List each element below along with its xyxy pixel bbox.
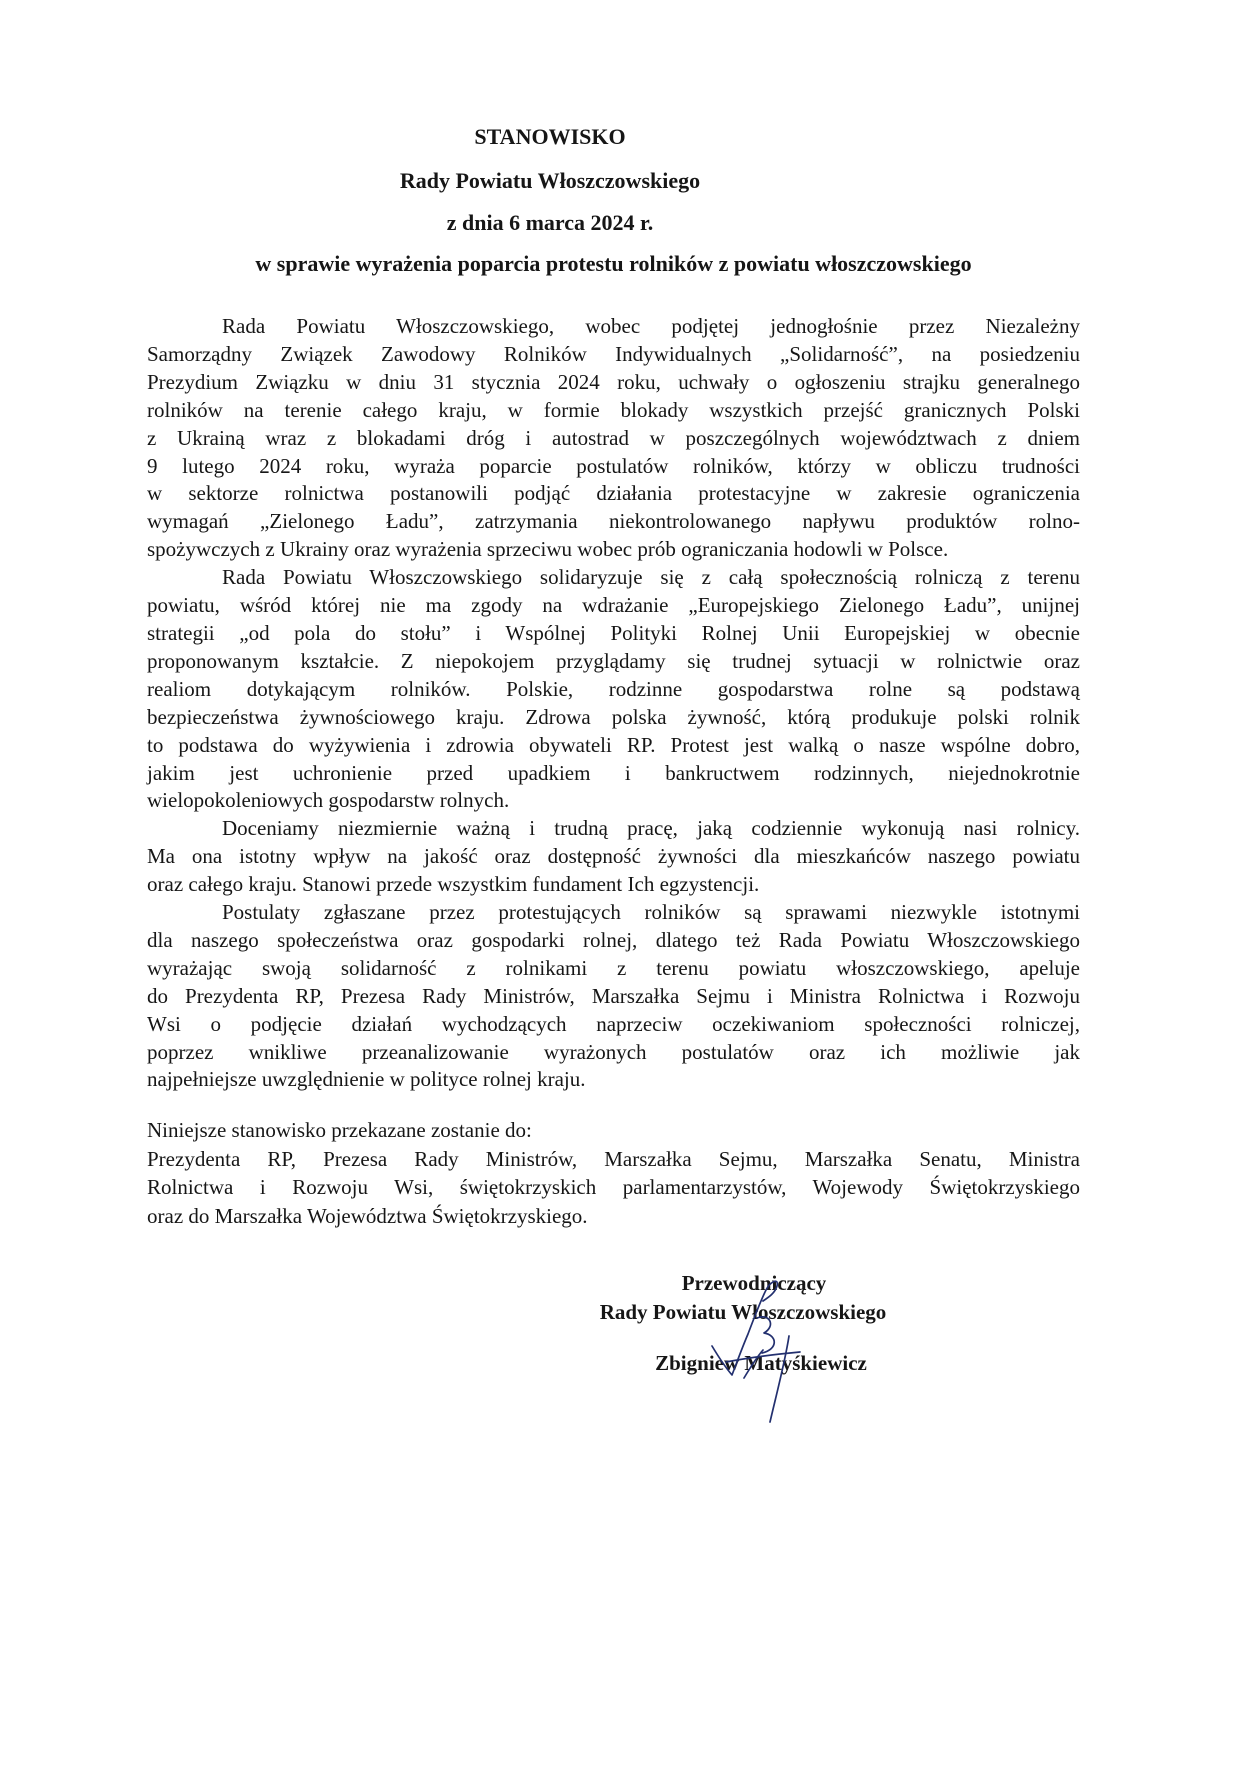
paragraph-line: wymagań „Zielonego Ładu”, zatrzymania niekontrolowanego napływu produktów rolno- [147,509,1080,534]
paragraph-line: strategii „od pola do stołu” i Wspólnej Polityki Rolnej Unii Europejskiej w obecnie [147,620,1080,645]
signature-role: Przewodniczący [681,1271,827,1295]
paragraph-line: Ma ona istotny wpływ na jakość oraz dostępność żywności dla mieszkańców naszego powiatu [147,844,1080,869]
paragraph-line: 9 lutego 2024 roku, wyraża poparcie postulatów rolników, którzy w obliczu trudności [147,453,1080,478]
paragraph-1 [147,313,1080,564]
distribution-line: Prezydenta RP, Prezesa Rady Ministrów, Marszałka Sejmu, Marszałka Senatu, Ministra [147,1146,1080,1171]
issuing-council: Rady Powiatu Włoszczowskiego [399,168,701,193]
paragraph-line: Wsi o podjęcie działań wychodzących naprzeciw oczekiwaniom społeczności rolniczej, [147,1011,1080,1036]
document-title: STANOWISKO [474,124,626,149]
paragraph-line: spożywczych z Ukrainy oraz wyrażenia sprzeciwu wobec prób ograniczania hodowli w Polsce. [147,537,949,562]
paragraph-line: bezpieczeństwa żywnościowego kraju. Zdrowa polska żywność, którą produkuje polski rolnik [147,704,1080,729]
paragraph-line: Doceniamy niezmiernie ważną i trudną pracę, jaką codziennie wykonują nasi rolnicy. [222,816,1080,841]
paragraph-line: Rada Powiatu Włoszczowskiego, wobec podjętej jednogłośnie przez Niezależny [222,314,1080,338]
document-date: z dnia 6 marca 2024 r. [446,210,654,235]
paragraph-line: najpełniejsze uwzględnienie w polityce rolnej kraju. [147,1067,586,1092]
paragraph-3 [147,815,1080,899]
paragraph-line: oraz całego kraju. Stanowi przede wszystkim fundament Ich egzystencji. [147,872,760,897]
paragraph-line: Rada Powiatu Włoszczowskiego solidaryzuje się z całą społecznością rolniczą z terenu [222,565,1080,590]
paragraph-line: to podstawa do wyżywienia i zdrowia obywateli RP. Protest jest walką o nasze wspólne dobro, [147,732,1080,757]
paragraph-line: poprzez wnikliwe przeanalizowanie wyrażonych postulatów oraz ich możliwie jak [147,1039,1080,1064]
paragraph-line: powiatu, wśród której nie ma zgody na wdrażanie „Europejskiego Zielonego Ładu”, unijnej [147,593,1080,618]
paragraph-4 [147,899,1080,1094]
paragraph-line: z Ukrainą wraz z blokadami dróg i autostrad w poszczególnych województwach z dniem [147,425,1080,450]
paragraph-line: wielopokoleniowych gospodarstw rolnych. [147,788,510,813]
paragraph-line: Postulaty zgłaszane przez protestujących rolników są sprawami niezwykle istotnymi [222,900,1080,925]
paragraph-line: Prezydium Związku w dniu 31 stycznia 2024 roku, uchwały o ogłoszeniu strajku generalnego [147,369,1080,394]
paragraph-line: w sektorze rolnictwa postanowili podjąć działania protestacyjne w zakresie ograniczenia [147,481,1080,506]
distribution-list [147,1116,1080,1230]
paragraph-line: do Prezydenta RP, Prezesa Rady Ministrów, Marszałka Sejmu i Ministra Rolnictwa i Rozwoju [147,983,1080,1008]
document-subject: w sprawie wyrażenia poparcia protestu rolników z powiatu włoszczowskiego [255,251,972,276]
signature-name: Zbigniew Matyśkiewicz [655,1351,867,1375]
paragraph-line: proponowanym kształcie. Z niepokojem przyglądamy się trudnej sytuacji w rolnictwie oraz [147,648,1080,673]
paragraph-line: realiom dotykającym rolników. Polskie, rodzinne gospodarstwa rolne są podstawą [147,676,1080,701]
paragraph-line: rolników na terenie całego kraju, w formie blokady wszystkich przejść granicznych Polski [147,397,1080,422]
paragraph-2 [147,564,1080,815]
distribution-intro: Niniejsze stanowisko przekazane zostanie do: [147,1118,532,1142]
distribution-line: Rolnictwa i Rozwoju Wsi, świętokrzyskich parlamentarzystów, Wojewody Świętokrzyskiego [147,1175,1080,1199]
statement-body [147,313,1080,1094]
paragraph-line: Samorządny Związek Zawodowy Rolników Indywidualnych „Solidarność”, na posiedzeniu [147,341,1080,366]
paragraph-line: wyrażając swoją solidarność z rolnikami z terenu powiatu włoszczowskiego, apeluje [147,955,1080,980]
paragraph-line: jakim jest uchronienie przed upadkiem i bankructwem rodzinnych, niejednokrotnie [147,760,1080,785]
signature-council: Rady Powiatu Włoszczowskiego [599,1300,887,1324]
distribution-line: oraz do Marszałka Województwa Świętokrzyskiego. [147,1203,588,1228]
paragraph-line: dla naszego społeczeństwa oraz gospodarki rolnej, dlatego też Rada Powiatu Włoszczowskiego [147,927,1080,952]
